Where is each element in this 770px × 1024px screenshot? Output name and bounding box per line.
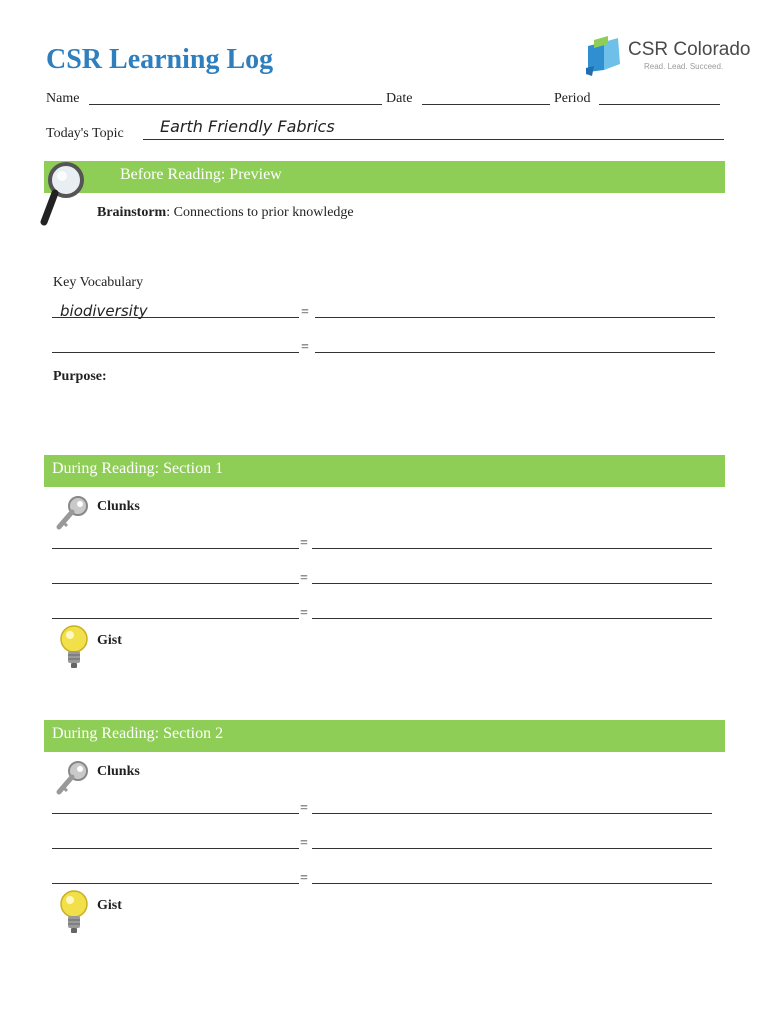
- clunk-equals-1c: =: [300, 606, 308, 621]
- topic-value: Earth Friendly Fabrics: [160, 117, 335, 136]
- date-field[interactable]: [422, 104, 550, 105]
- before-reading-title: Before Reading: Preview: [120, 166, 282, 183]
- clunk-term-field-2b[interactable]: [52, 848, 299, 849]
- section-1-title: During Reading: Section 1: [52, 460, 224, 477]
- clunk-definition-field-2a[interactable]: [312, 813, 712, 814]
- date-label: Date: [386, 91, 413, 106]
- vocab-term-field-2[interactable]: [52, 352, 299, 353]
- vocab-definition-field-1[interactable]: [315, 317, 715, 318]
- book-logo-icon: [584, 36, 624, 76]
- vocab-equals-1: =: [301, 305, 309, 320]
- clunk-equals-1b: =: [300, 571, 308, 586]
- clunk-term-field-2a[interactable]: [52, 813, 299, 814]
- key-icon: [54, 759, 90, 797]
- clunks-label-1: Clunks: [97, 499, 140, 514]
- brainstorm-label: Brainstorm: [97, 205, 167, 220]
- section-2-title: During Reading: Section 2: [52, 725, 224, 742]
- clunk-definition-field-2c[interactable]: [312, 883, 712, 884]
- clunk-equals-2b: =: [300, 836, 308, 851]
- period-label: Period: [554, 91, 591, 106]
- clunk-definition-field-1a[interactable]: [312, 548, 712, 549]
- section-1-header: [44, 455, 725, 487]
- topic-field[interactable]: [143, 139, 724, 140]
- before-reading-header: [44, 161, 725, 193]
- name-field[interactable]: [89, 104, 382, 105]
- clunk-definition-field-2b[interactable]: [312, 848, 712, 849]
- clunk-definition-field-1c[interactable]: [312, 618, 712, 619]
- gist-label-2: Gist: [97, 898, 122, 913]
- page-title: CSR Learning Log: [46, 44, 274, 75]
- clunk-equals-1a: =: [300, 536, 308, 551]
- clunk-equals-2a: =: [300, 801, 308, 816]
- light-bulb-icon: [58, 889, 90, 935]
- clunk-equals-2c: =: [300, 871, 308, 886]
- topic-label: Today's Topic: [46, 126, 124, 141]
- vocab-definition-field-2[interactable]: [315, 352, 715, 353]
- magnifying-glass-icon: [40, 160, 86, 232]
- name-label: Name: [46, 91, 80, 106]
- section-2-header: [44, 720, 725, 752]
- vocab-equals-2: =: [301, 340, 309, 355]
- key-vocabulary-label: Key Vocabulary: [53, 275, 144, 290]
- brainstorm-text: : Connections to prior knowledge: [166, 205, 354, 220]
- clunk-term-field-1c[interactable]: [52, 618, 299, 619]
- clunk-term-field-1b[interactable]: [52, 583, 299, 584]
- gist-label-1: Gist: [97, 633, 122, 648]
- logo-tagline: Read. Lead. Succeed.: [644, 62, 724, 71]
- vocab-term-1: biodiversity: [60, 302, 148, 320]
- period-field[interactable]: [599, 104, 720, 105]
- clunk-term-field-1a[interactable]: [52, 548, 299, 549]
- clunk-term-field-2c[interactable]: [52, 883, 299, 884]
- clunks-label-2: Clunks: [97, 764, 140, 779]
- light-bulb-icon: [58, 624, 90, 670]
- logo-text: CSR Colorado: [628, 39, 751, 60]
- clunk-definition-field-1b[interactable]: [312, 583, 712, 584]
- purpose-label: Purpose:: [53, 369, 107, 384]
- csr-colorado-logo: [584, 36, 751, 76]
- key-icon: [54, 494, 90, 532]
- brainstorm-prompt: [97, 205, 354, 221]
